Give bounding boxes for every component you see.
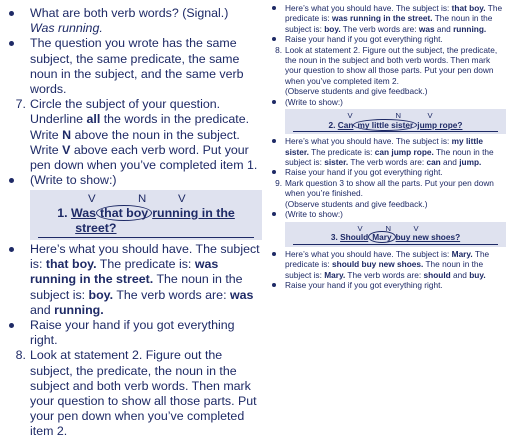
bullet-write-to-show-2: (Write to show:)	[266, 97, 506, 107]
bullet-answer-1-right: Here’s what you should have. The subject is: that boy. The predicate is: was running in the street. The noun in the subject is: boy. The verb words are: was and running.	[266, 3, 506, 34]
bullet-icon	[9, 323, 14, 328]
example-2	[285, 109, 506, 134]
right-column	[266, 3, 506, 290]
bullet-icon	[9, 178, 14, 183]
bullet-answer-3: Here’s what you should have. The subject is: Mary. The predicate is: should buy new shoes. The noun in the subject is: Mary. The verb words are: should and buy.	[266, 249, 506, 280]
example-1-marks: V N V	[88, 193, 186, 206]
bullet-icon	[9, 11, 14, 16]
bullet-write-to-show-3: (Write to show:)	[266, 209, 506, 219]
bullet-icon	[272, 139, 276, 143]
item-7: 7. Circle the subject of your question. Underline all the words in the predicate. Write N above the noun in the subject. Write V above each verb word. Put your pen down when you’ve completed item 1.	[0, 97, 262, 173]
item-8: 8. Look at statement 2. Figure out the subject, the predicate, the noun in the subject and both verb words. Then mark your question to show all those parts. Put your pen down when you’ve completed item 2.	[0, 348, 262, 439]
bullet-raise-hand: Raise your hand if you got everything right.	[0, 318, 262, 348]
bullet-icon	[272, 170, 276, 174]
subject-circle: that boy	[96, 205, 152, 221]
bullet-answer-1: Here’s what you should have. The subject is: that boy. The predicate is: was running in the street. The noun in the subject is: boy. The verb words are: was and running.	[0, 242, 262, 318]
example-2-sentence: 2. Can my little sister jump rope?	[328, 119, 463, 130]
example-2-rule	[293, 131, 498, 132]
item-8-right: 8. Look at statement 2. Figure out the subject, the predicate, the noun in the subject and both verb words. Then mark your question to show all those parts. Put your pen down when you’ve completed item 2. (Observe students and give feedback.)	[266, 45, 506, 97]
item-number: 9.	[275, 177, 282, 188]
bullet-same-subject: The question you wrote has the same subject, the same predicate, the same noun in the subject, and the same verb words.	[0, 36, 262, 97]
item-number: 8.	[275, 44, 282, 55]
item-number: 8.	[15, 348, 26, 363]
example-3-sentence: 3. Should Mary buy new shoes?	[330, 232, 461, 243]
bullet-verb-question: What are both verb words? (Signal.)	[0, 6, 262, 21]
bullet-icon	[272, 252, 276, 256]
subject-circle: my little sister	[353, 119, 417, 131]
bullet-answer-2: Here’s what you should have. The subject is: my little sister. The predicate is: can jump rope. The noun in the subject is: sister. The verb words are: can and jump.	[266, 136, 506, 167]
subject-circle: Mary	[368, 231, 395, 243]
bullet-icon	[9, 247, 14, 252]
bullet-raise-hand-1: Raise your hand if you got everything right.	[266, 34, 506, 44]
bullet-icon	[272, 100, 276, 104]
bullet-icon	[272, 212, 276, 216]
bullet-icon	[272, 283, 276, 287]
item-9: 9. Mark question 3 to show all the parts. Put your pen down when you’re finished. (Observe students and give feedback.)	[266, 178, 506, 209]
example-2-marks: V N V	[347, 111, 433, 121]
bullet-raise-hand-2: Raise your hand if you got everything right.	[266, 167, 506, 177]
bullet-raise-hand-3: Raise your hand if you got everything right.	[266, 280, 506, 290]
example-3-marks: V N V	[357, 223, 419, 233]
example-1-sentence: 1. Was that boy running in the street?	[57, 205, 235, 235]
example-1-rule	[38, 237, 254, 238]
answer-was-running: Was running.	[30, 21, 103, 36]
bullet-icon	[272, 37, 276, 41]
left-column	[0, 6, 262, 440]
example-3	[285, 222, 506, 247]
item-number: 7.	[15, 97, 26, 112]
bullet-icon	[272, 6, 276, 10]
bullet-write-to-show: (Write to show:)	[0, 173, 262, 188]
bullet-icon	[9, 41, 14, 46]
example-3-rule	[293, 244, 498, 245]
example-1	[30, 190, 262, 240]
